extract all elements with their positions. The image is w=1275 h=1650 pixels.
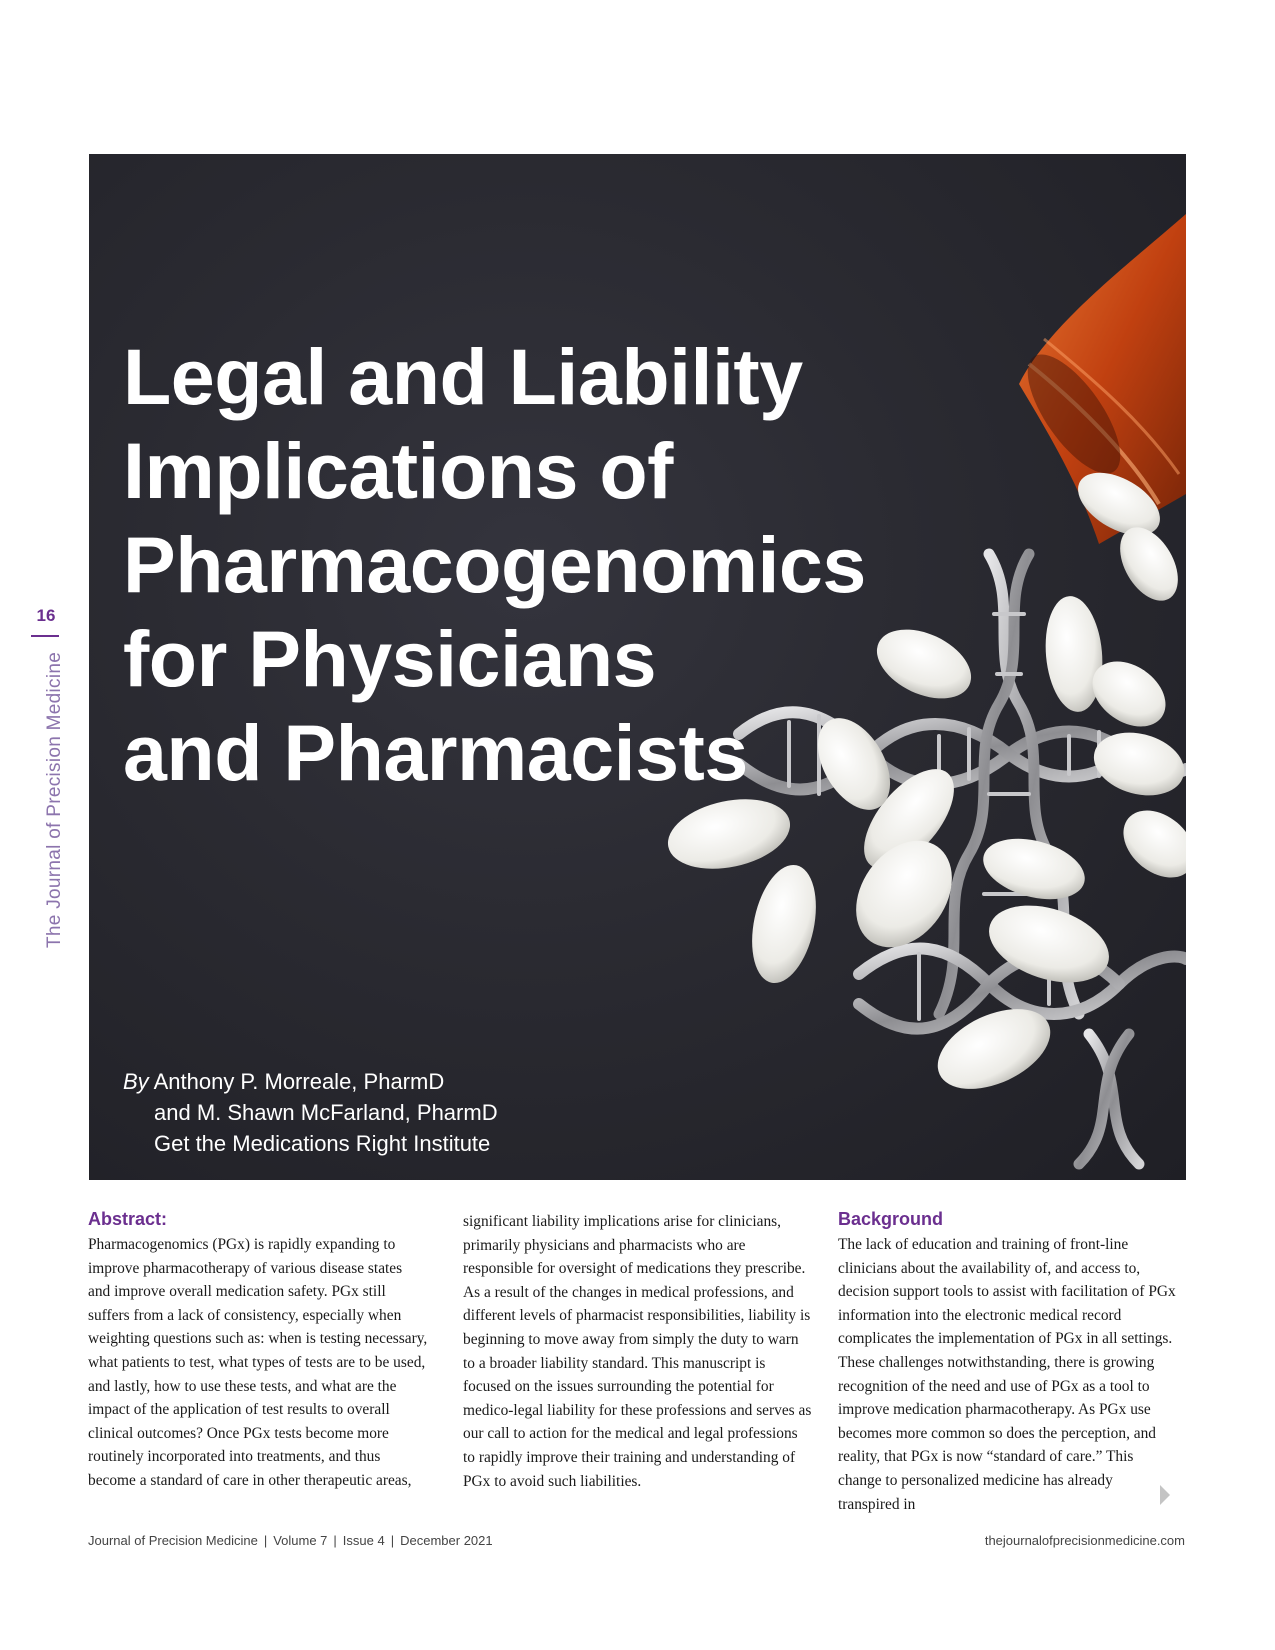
- page-number: 16: [36, 606, 56, 625]
- title-line: Pharmacogenomics: [123, 520, 866, 609]
- footer-website-link[interactable]: thejournalofprecisionmedicine.com: [984, 1533, 1185, 1548]
- continue-arrow-icon: [1160, 1485, 1170, 1505]
- background-text: The lack of education and training of front-line clinicians about the availability of, and access to, decision support tools to assist with facilitation of PGx information into the electronic medical record complicates the implementation of PGx in all settings. These challenges notwithstanding, there is growing recognition of the need and use of PGx as a tool to improve medication pharmacotherapy. As PGx use becomes more common so does the perception, and reality, that PGx is now “standard of care.” This change to personalized medicine has already transpired in: [838, 1236, 1176, 1513]
- background-heading: Background: [838, 1209, 944, 1229]
- page-number-rule: [31, 635, 59, 637]
- footer-separator: |: [333, 1533, 337, 1548]
- abstract-text: Pharmacogenomics (PGx) is rapidly expanding to improve pharmacotherapy of various disease states and improve overall medication safety. PGx still suffers from a lack of consistency, especially when weighting questions such as: when is testing necessary, what patients to test, what types of tests are to be used, and lastly, how to use these tests, and what are the impact of the application of test results to overall clinical outcomes? Once PGx tests become more routinely incorporated into treatments, and thus become a standard of care in other therapeutic areas,: [88, 1236, 428, 1489]
- title-line: Legal and Liability: [123, 332, 803, 421]
- title-line: for Physicians: [123, 614, 657, 703]
- footer-separator: |: [263, 1533, 268, 1548]
- abstract-heading: Abstract:: [88, 1209, 168, 1229]
- journal-side-label: The Journal of Precision Medicine: [44, 651, 65, 948]
- title-line: and Pharmacists: [123, 708, 748, 797]
- author-institute: Get the Medications Right Institute: [154, 1131, 491, 1156]
- abstract-continued-column: [463, 1210, 813, 1493]
- article-title: [123, 330, 983, 800]
- abstract-continued-text: significant liability implications arise for clinicians, primarily physicians and pharmacists who are responsible for oversight of medications they prescribe. As a result of the changes in medical professions, and different levels of pharmacist responsibilities, liability is beginning to move away from simply the duty to warn to a broader liability standard. This manuscript is focused on the issues surrounding the potential for medico-legal liability for these professions and serves as our call to action for the medical and legal professions to rapidly improve their training and understanding of PGx to avoid such liabilities.: [463, 1213, 812, 1490]
- title-line: Implications of: [123, 426, 673, 515]
- footer-volume: Volume 7: [273, 1533, 328, 1548]
- abstract-column: [88, 1207, 428, 1493]
- author-2: and M. Shawn McFarland, PharmD: [154, 1100, 498, 1125]
- author-1: Anthony P. Morreale, PharmD: [153, 1069, 445, 1094]
- hero-image: [89, 154, 1186, 1180]
- byline: [123, 1066, 723, 1159]
- by-label: By: [123, 1069, 149, 1094]
- footer-issue: Issue 4: [342, 1533, 385, 1548]
- footer-journal: Journal of Precision Medicine: [88, 1533, 258, 1548]
- footer-citation: [88, 1533, 493, 1548]
- background-column: [838, 1207, 1178, 1516]
- footer-separator: |: [390, 1533, 395, 1548]
- footer-date: December 2021: [400, 1533, 493, 1548]
